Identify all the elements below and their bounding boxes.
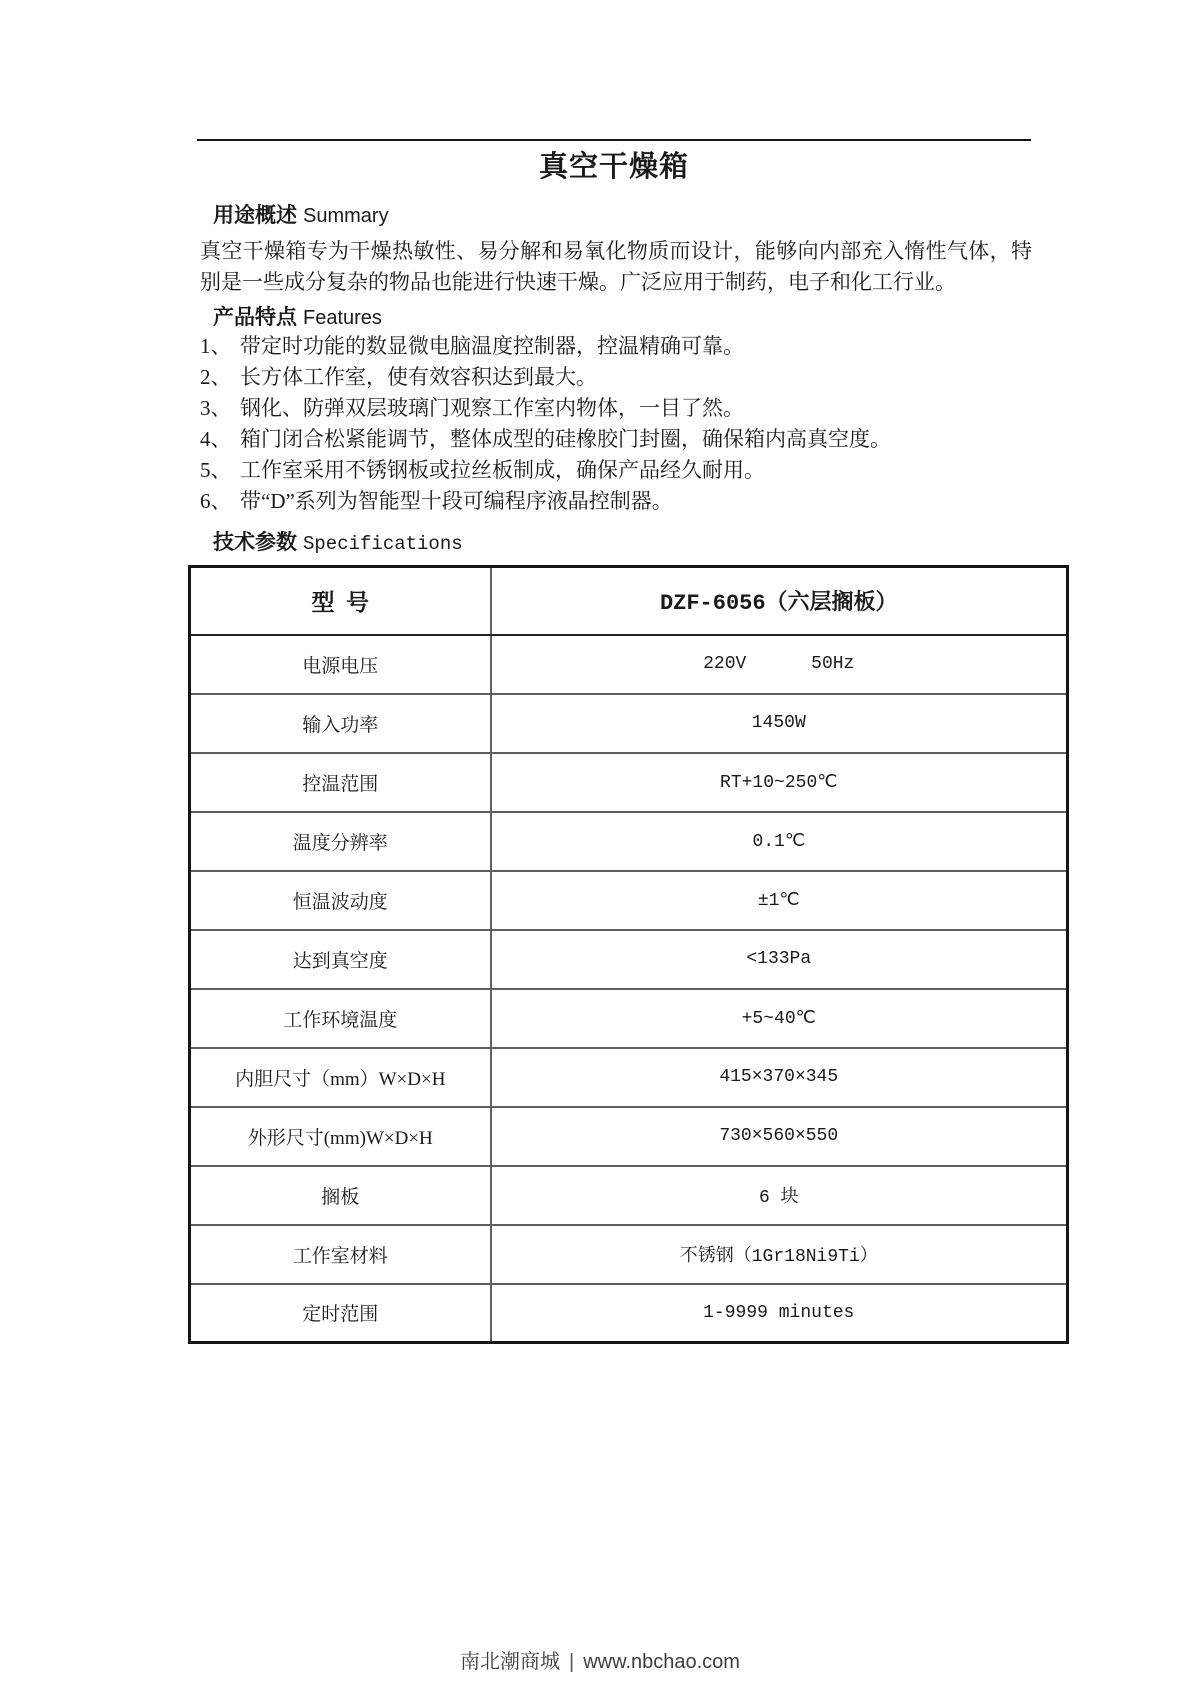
table-row	[190, 1166, 1068, 1225]
table-row	[190, 812, 1068, 871]
footer-site-name: 南北潮商城	[460, 1651, 561, 1673]
table-row	[190, 1284, 1068, 1343]
table-header-row	[190, 567, 1068, 635]
feature-item-text: 箱门闭合松紧能调节，整体成型的硅橡胶门封圈，确保箱内高真空度。	[240, 427, 891, 451]
spec-label-cell: 定时范围	[190, 1284, 491, 1343]
feature-item-text: 钢化、防弹双层玻璃门观察工作室内物体，一目了然。	[240, 396, 744, 420]
spec-label-cell: 外形尺寸(mm)W×D×H	[190, 1107, 491, 1166]
spec-value-cell: ±1℃	[491, 871, 1068, 930]
table-row	[190, 871, 1068, 930]
feature-item-text: 带“D”系列为智能型十段可编程序液晶控制器。	[240, 489, 673, 513]
table-row	[190, 1225, 1068, 1284]
feature-item-text: 带定时功能的数显微电脑温度控制器，控温精确可靠。	[240, 334, 744, 358]
spec-label-cell: 控温范围	[190, 753, 491, 812]
feature-item	[200, 331, 1040, 362]
specifications-heading-zh: 技术参数	[213, 530, 297, 554]
feature-item-number: 6、	[200, 489, 232, 513]
summary-heading-en: Summary	[303, 205, 389, 227]
page-title: 真空干燥箱	[538, 151, 689, 183]
spec-label-cell: 温度分辨率	[190, 812, 491, 871]
feature-item	[200, 486, 1040, 517]
feature-item-text: 工作室采用不锈钢板或拉丝板制成，确保产品经久耐用。	[240, 458, 765, 482]
spec-label-cell: 内胆尺寸（mm）W×D×H	[190, 1048, 491, 1107]
features-list	[200, 331, 1040, 517]
model-label-cell: 型 号	[190, 567, 491, 635]
spec-label-cell: 搁板	[190, 1166, 491, 1225]
header-rule	[197, 139, 1031, 141]
features-heading	[213, 301, 382, 331]
summary-heading-zh: 用途概述	[213, 203, 297, 227]
spec-label-cell: 电源电压	[190, 635, 491, 694]
features-heading-zh: 产品特点	[213, 305, 297, 329]
specifications-table	[188, 565, 1069, 1344]
table-row	[190, 1107, 1068, 1166]
feature-item-number: 4、	[200, 427, 232, 451]
spec-label-cell: 工作环境温度	[190, 989, 491, 1048]
spec-value-cell: +5~40℃	[491, 989, 1068, 1048]
feature-item-number: 2、	[200, 365, 232, 389]
spec-label-cell: 恒温波动度	[190, 871, 491, 930]
spec-value-cell: 不锈钢（1Gr18Ni9Ti）	[491, 1225, 1068, 1284]
spec-value-cell: 415×370×345	[491, 1048, 1068, 1107]
spec-value-cell: <133Pa	[491, 930, 1068, 989]
table-row	[190, 1048, 1068, 1107]
feature-item	[200, 393, 1040, 424]
table-row	[190, 694, 1068, 753]
spec-value-cell: 0.1℃	[491, 812, 1068, 871]
feature-item-number: 5、	[200, 458, 232, 482]
feature-item-text: 长方体工作室，使有效容积达到最大。	[240, 365, 597, 389]
table-row	[190, 989, 1068, 1048]
summary-paragraph: 真空干燥箱专为干燥热敏性、易分解和易氧化物质而设计，能够向内部充入惰性气体，特别是一些成分复杂的物品也能进行快速干燥。广泛应用于制药，电子和化工行业。	[200, 239, 1032, 294]
feature-item	[200, 455, 1040, 486]
table-row	[190, 753, 1068, 812]
specifications-heading	[213, 526, 463, 556]
specifications-heading-en: Specifications	[303, 533, 463, 555]
feature-item	[200, 424, 1040, 455]
features-heading-en: Features	[303, 307, 382, 329]
model-value-cell: DZF-6056（六层搁板）	[491, 567, 1068, 635]
spec-value-cell: 1-9999 minutes	[491, 1284, 1068, 1343]
table-row	[190, 635, 1068, 694]
feature-item	[200, 362, 1040, 393]
feature-item-number: 1、	[200, 334, 232, 358]
footer-site-url: www.nbchao.com	[583, 1651, 740, 1673]
spec-value-cell: 1450W	[491, 694, 1068, 753]
spec-label-cell: 工作室材料	[190, 1225, 491, 1284]
spec-label-cell: 达到真空度	[190, 930, 491, 989]
table-row	[190, 930, 1068, 989]
spec-value-cell: 220V 50Hz	[491, 635, 1068, 694]
spec-value-cell: 6 块	[491, 1166, 1068, 1225]
footer-separator: |	[569, 1651, 575, 1673]
spec-value-cell: 730×560×550	[491, 1107, 1068, 1166]
spec-label-cell: 输入功率	[190, 694, 491, 753]
summary-heading	[213, 199, 389, 229]
feature-item-number: 3、	[200, 396, 232, 420]
page-footer	[0, 1645, 1200, 1674]
spec-value-cell: RT+10~250℃	[491, 753, 1068, 812]
